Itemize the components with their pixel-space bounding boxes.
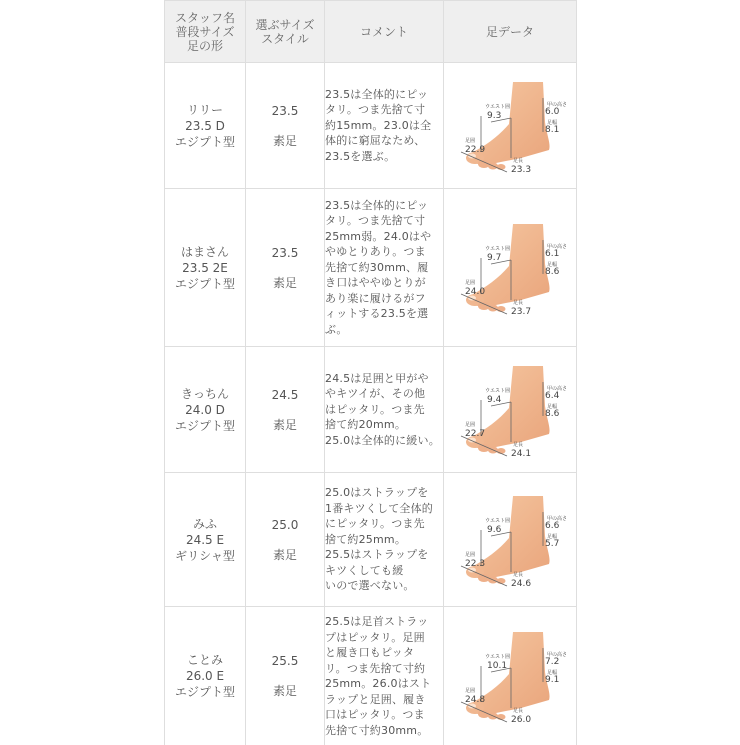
comment-line: 先捨て約30mm、履 [325,260,443,276]
staff-cell [165,607,246,745]
choice-cell [246,607,325,745]
choice-cell [246,473,325,607]
foot-data-cell [444,189,577,347]
staff-row-5 [165,607,577,745]
staff-name: ことみ [165,652,245,668]
comment-cell [325,189,444,347]
label-height: 甲の高さ [547,101,567,108]
foot-top-value: 6.0 [545,107,560,117]
wear-style: 素足 [246,275,324,291]
label-width: 足幅 [547,119,557,126]
comment-line: ぶ。 [325,322,443,338]
comment-line: と履き口もピッタ [325,645,443,661]
label-length: 足長 [513,299,523,306]
comment-line: キツくしても緩 [325,563,443,579]
foot-illustration-icon [451,362,569,458]
foot-data-cell [444,473,577,607]
comment-line: 25.0はストラップを [325,485,443,501]
header-choice [246,1,325,63]
comment-line: やゆとりあり。つま [325,244,443,260]
foot-shape: ギリシャ型 [165,548,245,564]
foot-girth-value: 8.1 [545,125,559,135]
comment-line: いので選べない。 [325,578,443,594]
header-comment: コメント [325,1,444,63]
choice-cell [246,63,325,189]
comment-line: 23.5は全体的にピッ [325,87,443,103]
foot-shape: エジプト型 [165,134,245,150]
label-girth: 足囲 [465,687,475,694]
chosen-size: 23.5 [246,103,324,119]
label-width: 足幅 [547,533,557,540]
foot-top-value: 6.4 [545,391,560,401]
label-instep: ウエスト囲 [485,103,510,110]
comment-line: 25.5はストラップを [325,547,443,563]
size-comparison-table [164,0,577,745]
comment-line: 体的に窮屈なため、 [325,133,443,149]
foot-waist-value: 9.6 [487,525,502,535]
comment-line: 25mm。26.0はスト [325,676,443,692]
label-instep: ウエスト囲 [485,517,510,524]
comment-line: 24.5は足囲と甲がや [325,371,443,387]
label-instep: ウエスト囲 [485,245,510,252]
staff-row-1 [165,63,577,189]
comment-line: リ。つま先捨て寸約 [325,661,443,677]
wear-style: 素足 [246,133,324,149]
foot-girth-value: 8.6 [545,267,560,277]
foot-top-value: 7.2 [545,657,559,667]
foot-width-value: 24.8 [465,695,485,705]
staff-row-3 [165,347,577,473]
foot-shape: エジプト型 [165,418,245,434]
header-style: スタイル [246,32,324,46]
comment-line: プはピッタリ。足囲 [325,630,443,646]
label-width: 足幅 [547,261,557,268]
label-height: 甲の高さ [547,515,567,522]
foot-waist-value: 10.1 [487,661,507,671]
comment-line: 23.5は全体的にピッ [325,198,443,214]
usual-size: 24.5 E [165,532,245,548]
choice-cell [246,189,325,347]
usual-size: 24.0 D [165,402,245,418]
comment-line: にピッタリ。つま先 [325,516,443,532]
staff-name: リリー [165,102,245,118]
chosen-size: 25.5 [246,653,324,669]
foot-length-value: 24.1 [511,449,531,458]
comment-line: やキツイが、その他 [325,386,443,402]
label-girth: 足囲 [465,421,475,428]
foot-girth-value: 8.6 [545,409,560,419]
foot-illustration-icon [451,628,569,724]
foot-waist-value: 9.7 [487,253,501,263]
header-foot-shape: 足の形 [165,39,245,53]
comment-line: 23.5を選ぶ。 [325,149,443,165]
foot-data-cell [444,607,577,745]
comment-line: はピッタリ。つま先 [325,402,443,418]
chosen-size: 24.5 [246,387,324,403]
foot-girth-value: 5.7 [545,539,559,549]
label-height: 甲の高さ [547,243,567,250]
foot-width-value: 22.3 [465,559,485,569]
foot-illustration-icon [451,220,569,316]
comment-line: 口はピッタリ。つま [325,707,443,723]
foot-width-value: 22.7 [465,429,485,439]
comment-line: あり楽に履けるがフ [325,291,443,307]
foot-length-value: 23.7 [511,307,531,316]
comment-line: 25.0は全体的に緩い。 [325,433,443,449]
label-instep: ウエスト囲 [485,653,510,660]
staff-cell [165,347,246,473]
foot-width-value: 22.9 [465,145,485,155]
comment-cell [325,347,444,473]
header-usual-size: 普段サイズ [165,25,245,39]
staff-cell [165,63,246,189]
foot-length-value: 24.6 [511,579,531,588]
foot-length-value: 26.0 [511,715,531,724]
staff-row-2 [165,189,577,347]
comment-cell [325,607,444,745]
foot-girth-value: 9.1 [545,675,559,685]
foot-illustration-icon [451,492,569,588]
comment-line: き口はややゆとりが [325,275,443,291]
foot-waist-value: 9.4 [487,395,502,405]
choice-cell [246,347,325,473]
chosen-size: 25.0 [246,517,324,533]
comment-line: タリ。つま先捨て寸 [325,213,443,229]
comment-line: ィットする23.5を選 [325,306,443,322]
usual-size: 23.5 D [165,118,245,134]
foot-data-cell [444,63,577,189]
staff-cell [165,189,246,347]
foot-shape: エジプト型 [165,276,245,292]
foot-data-cell [444,347,577,473]
foot-illustration-icon [451,78,569,174]
label-girth: 足囲 [465,551,475,558]
foot-width-value: 24.0 [465,287,485,297]
foot-top-value: 6.1 [545,249,559,259]
label-length: 足長 [513,157,523,164]
label-girth: 足囲 [465,279,475,286]
staff-name: はまさん [165,244,245,260]
foot-length-value: 23.3 [511,165,531,174]
usual-size: 23.5 2E [165,260,245,276]
comment-line: タリ。つま先捨て寸 [325,102,443,118]
wear-style: 素足 [246,417,324,433]
label-instep: ウエスト囲 [485,387,510,394]
staff-cell [165,473,246,607]
comment-cell [325,473,444,607]
label-length: 足長 [513,707,523,714]
comment-line: 捨て約25mm。 [325,532,443,548]
comment-line: 25mm弱。24.0はや [325,229,443,245]
header-row [165,1,577,63]
staff-name: みふ [165,516,245,532]
header-staff-name: スタッフ名 [165,11,245,25]
header-staff [165,1,246,63]
comment-line: 25.5は足首ストラッ [325,614,443,630]
staff-row-4 [165,473,577,607]
foot-top-value: 6.6 [545,521,560,531]
label-girth: 足囲 [465,137,475,144]
chosen-size: 23.5 [246,245,324,261]
comment-line: 先捨て寸約30mm。 [325,723,443,739]
label-height: 甲の高さ [547,385,567,392]
comment-line: 捨て約20mm。 [325,417,443,433]
label-height: 甲の高さ [547,651,567,658]
foot-shape: エジプト型 [165,684,245,700]
foot-waist-value: 9.3 [487,111,501,121]
header-chosen-size: 選ぶサイズ [246,18,324,32]
usual-size: 26.0 E [165,668,245,684]
header-foot-data: 足データ [444,1,577,63]
label-length: 足長 [513,441,523,448]
wear-style: 素足 [246,683,324,699]
comment-line: 1番キツくして全体的 [325,501,443,517]
wear-style: 素足 [246,547,324,563]
comment-line: 約15mm。23.0は全 [325,118,443,134]
comment-line: ラップと足囲、履き [325,692,443,708]
comment-cell [325,63,444,189]
label-width: 足幅 [547,669,557,676]
label-length: 足長 [513,571,523,578]
label-width: 足幅 [547,403,557,410]
staff-name: きっちん [165,386,245,402]
